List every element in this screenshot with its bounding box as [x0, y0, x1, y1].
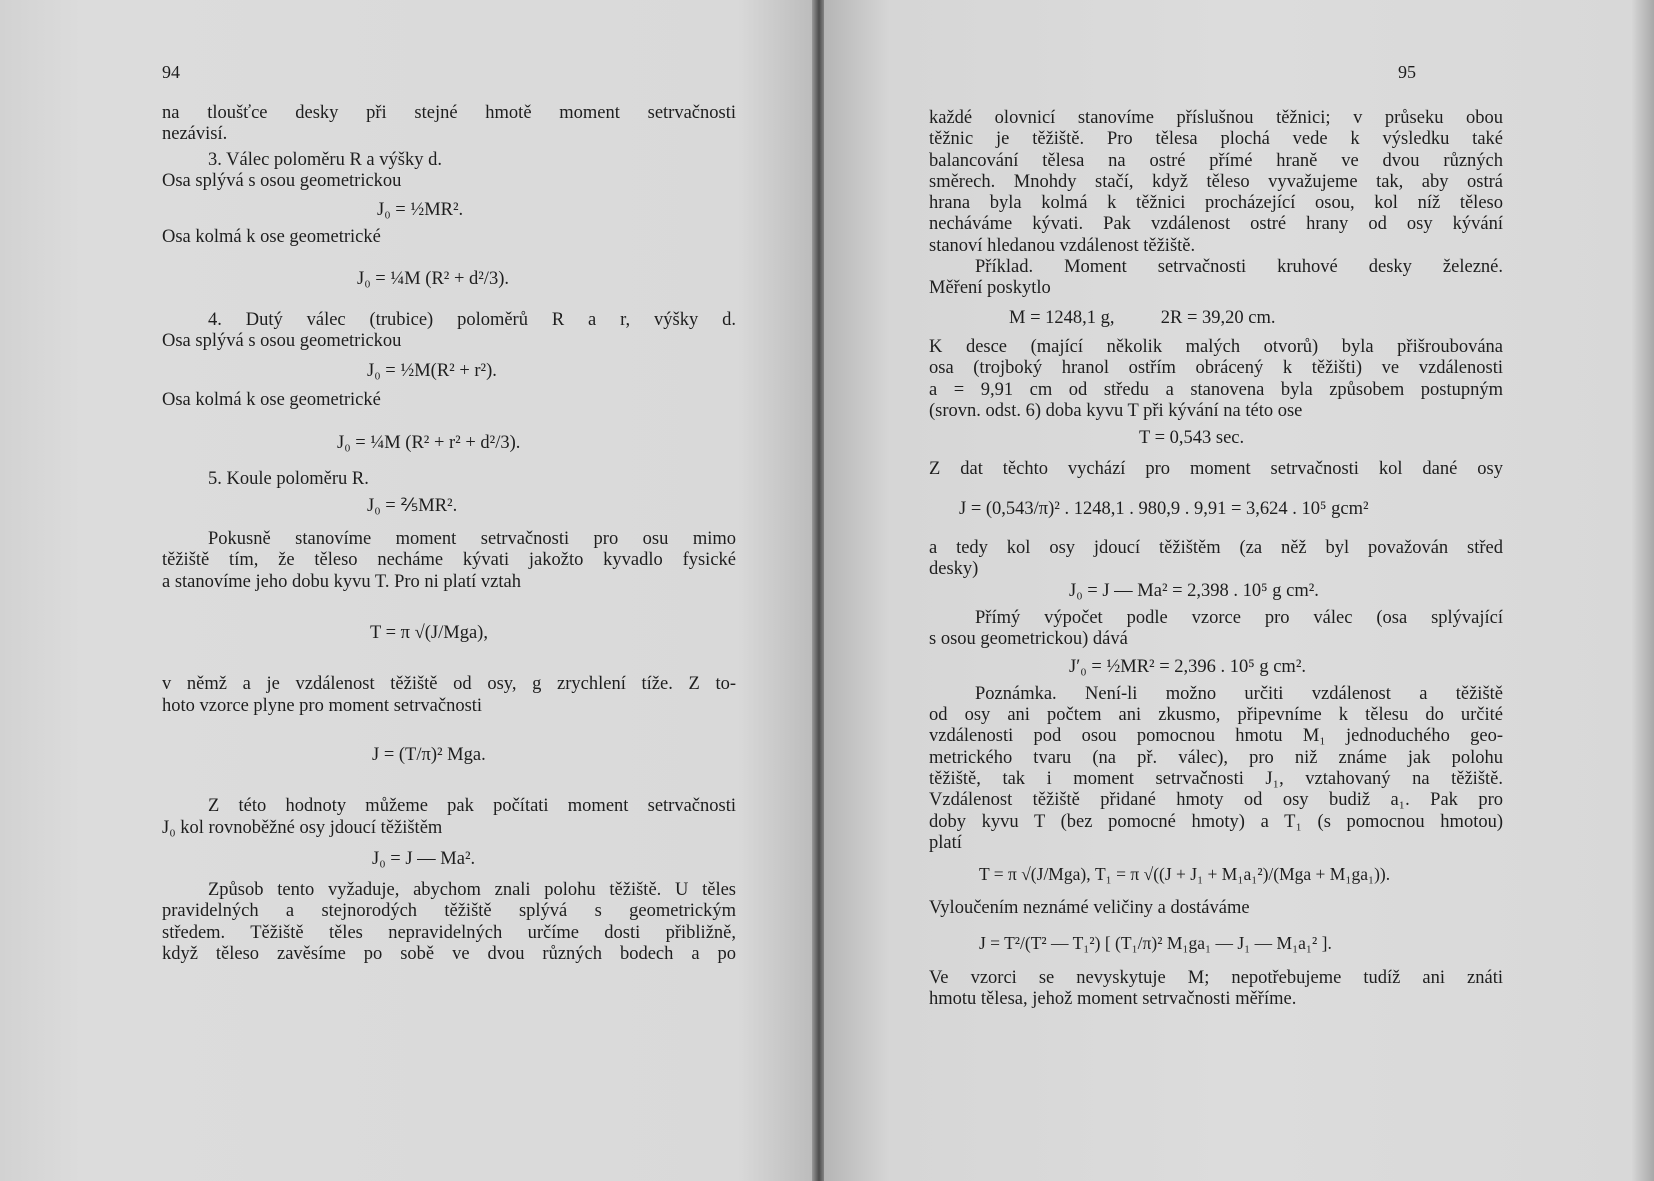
section-heading: Poznámka. Není-li možno určiti vzdálenost a těžiště [975, 683, 1503, 704]
section-heading: 5. Koule poloměru R. [208, 468, 369, 489]
text-line: osa (trojboký hranol ostřím obrácený k těžišti) ve vzdálenosti [929, 358, 1503, 379]
equation: J = (0,543/π)² . 1248,1 . 980,9 . 9,91 = 3,624 . 10⁵ gcm² [959, 498, 1369, 519]
text-line: Osa kolmá k ose geometrické [162, 389, 381, 410]
equation: J = (T/π)² Mga. [372, 744, 486, 765]
equation: J₀ = J — Ma² = 2,398 . 10⁵ g cm². [1069, 580, 1319, 601]
equation: J = T²/(T² — T₁²) [ (T₁/π)² M₁ga₁ — J₁ — M₁a₁² ]. [979, 932, 1332, 953]
text-line: Přímý výpočet podle vzorce pro válec (osa splývající [975, 607, 1503, 628]
section-heading: 4. Dutý válec (trubice) poloměrů R a r, výšky d. [208, 310, 736, 331]
text-line: když těleso zavěsíme po sobě ve dvou různých bodech a po [162, 944, 736, 965]
equation: J′₀ = ½MR² = 2,396 . 10⁵ g cm². [1069, 656, 1306, 677]
text-line: s osou geometrickou) dává [929, 629, 1128, 650]
equation: J₀ = ¼M (R² + r² + d²/3). [337, 433, 521, 454]
text-line: vzdálenosti pod osou pomocnou hmotu M₁ jednoduchého geo- [929, 726, 1503, 747]
text-line: Vyloučením neznámé veličiny a dostáváme [929, 897, 1250, 918]
text-line: stanoví hledanou vzdálenost těžiště. [929, 235, 1196, 256]
text-line: nezávisí. [162, 124, 228, 145]
section-heading: Příklad. Moment setrvačnosti kruhové desky železné. [975, 257, 1503, 278]
text-line: těžnic je těžiště. Pro tělesa plochá vede k výsledku také [929, 129, 1503, 150]
text-line: Osa kolmá k ose geometrické [162, 227, 381, 248]
text-line: pravidelných a stejnorodých těžiště splývá s geometrickým [162, 901, 736, 922]
equation: T = π √(J/Mga), T₁ = π √((J + J₁ + M₁a₁²)/(Mga + M₁ga₁)). [979, 864, 1391, 885]
text-line: hoto vzorce plyne pro moment setrvačnosti [162, 695, 483, 716]
text-line: středem. Těžiště těles nepravidelných určíme dosti přibližně, [162, 922, 736, 943]
text-line: Vzdálenost těžiště přidané hmoty od osy budiž a₁. Pak pro [929, 790, 1503, 811]
equation: J₀ = ⅖MR². [367, 495, 458, 516]
equation: J₀ = ½M(R² + r²). [367, 360, 497, 381]
text-line: metrického tvaru (na př. válec), pro niž známe jak polohu [929, 747, 1503, 768]
left-page [0, 0, 820, 1181]
text-line: Pokusně stanovíme moment setrvačnosti pro osu mimo [208, 529, 736, 550]
left-page-body [162, 103, 736, 965]
text-line: Měření poskytlo [929, 278, 1051, 299]
text-line: necháváme kývati. Pak vzdálenost ostré hrany od osy kývání [929, 214, 1503, 235]
equation: J₀ = ¼M (R² + d²/3). [357, 268, 509, 289]
right-page-body [929, 108, 1503, 1011]
equation: M = 1248,1 g, 2R = 39,20 cm. [1009, 307, 1276, 328]
equation: J₀ = ½MR². [377, 200, 464, 221]
equation: J₀ = J — Ma². [372, 848, 476, 869]
text-line: od osy ani počtem ani zkusmo, připevníme k tělesu do určité [929, 705, 1503, 726]
text-line: Osa splývá s osou geometrickou [162, 331, 402, 352]
equation: T = 0,543 sec. [1139, 428, 1245, 449]
text-line: a stanovíme jeho dobu kyvu T. Pro ni platí vztah [162, 571, 521, 592]
text-line: v němž a je vzdálenost těžiště od osy, g zrychlení tíže. Z to- [162, 674, 736, 695]
text-line: K desce (mající několik malých otvorů) byla přišroubována [929, 336, 1503, 357]
text-line: Z této hodnoty můžeme pak počítati moment setrvačnosti [208, 796, 736, 817]
text-line: a = 9,91 cm od středu a stanovena byla způsobem postupným [929, 379, 1503, 400]
text-line: J₀ kol rovnoběžné osy jdoucí těžištěm [162, 817, 443, 838]
text-line: hrana byla kolmá k těžnici procházející osou, kol níž těleso [929, 193, 1503, 214]
text-line: Způsob tento vyžaduje, abychom znali polohu těžiště. U těles [208, 880, 736, 901]
text-line: směrech. Mnohdy stačí, když těleso vyvažujeme tak, aby ostrá [929, 171, 1503, 192]
text-line: na tloušťce desky při stejné hmotě moment setrvačnosti [162, 103, 736, 123]
text-line: platí [929, 832, 962, 853]
right-page [824, 0, 1654, 1181]
page-edge [1632, 0, 1654, 1181]
text-line: hmotu tělesa, jehož moment setrvačnosti měříme. [929, 989, 1297, 1010]
text-line: desky) [929, 559, 979, 580]
text-line: každé olovnicí stanovíme příslušnou těžnici; v průseku obou [929, 108, 1503, 128]
text-line: (srovn. odst. 6) doba kyvu T při kývání na této ose [929, 400, 1303, 421]
equation: T = π √(J/Mga), [370, 623, 488, 644]
text-line: balancování tělesa na ostré přímé hraně ve dvou různých [929, 150, 1503, 171]
text-line: Z dat těchto vychází pro moment setrvačnosti kol dané osy [929, 459, 1503, 480]
page-number: 94 [162, 62, 180, 82]
text-line: Ve vzorci se nevyskytuje M; nepotřebujeme tudíž ani znáti [929, 968, 1503, 989]
text-line: těžiště, tak i moment setrvačnosti J₁, vztahovaný na těžiště. [929, 769, 1503, 790]
page-number: 95 [1398, 62, 1416, 82]
text-line: Osa splývá s osou geometrickou [162, 170, 402, 191]
text-line: těžiště tím, že těleso necháme kývati jakožto kyvadlo fysické [162, 550, 736, 571]
text-line: a tedy kol osy jdoucí těžištěm (za něž byl považován střed [929, 538, 1503, 559]
text-line: doby kyvu T (bez pomocné hmoty) a T₁ (s pomocnou hmotou) [929, 811, 1503, 832]
section-heading: 3. Válec poloměru R a výšky d. [208, 149, 442, 170]
